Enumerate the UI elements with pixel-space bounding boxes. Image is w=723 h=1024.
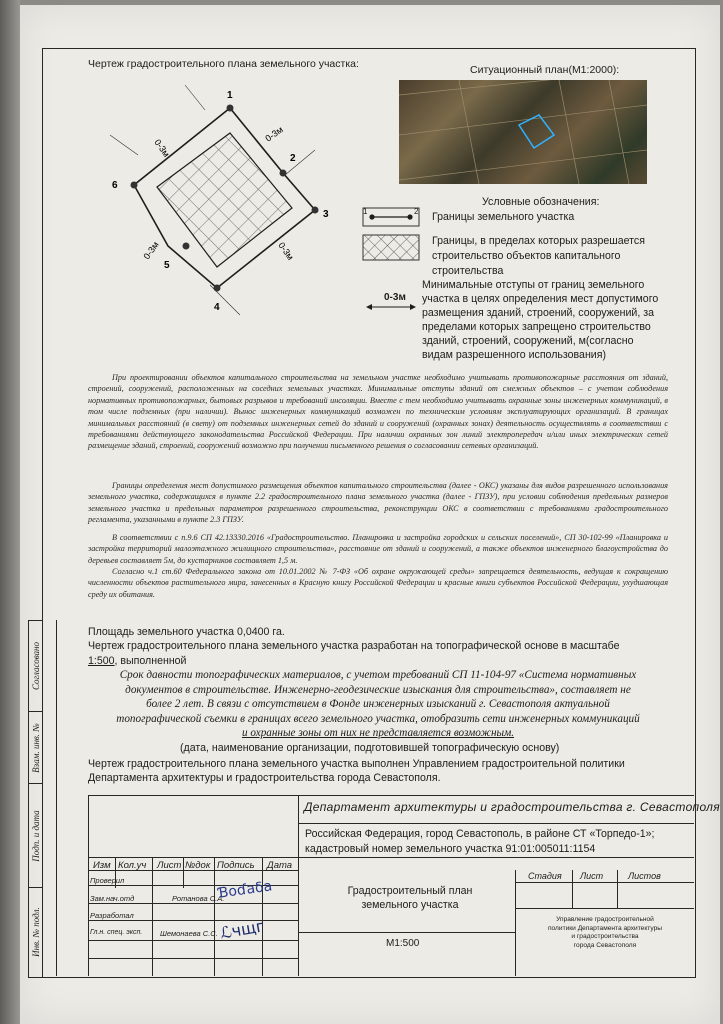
- term-line: топографической съемки в границах всего земельного участка, отобразить сети инженерных коммуникаций: [116, 712, 640, 725]
- legend-hatch: [363, 235, 419, 260]
- term-line: и охранные зоны от них не представляется возможным.: [241, 727, 515, 740]
- point-5: [183, 243, 190, 250]
- point-label: 3: [323, 209, 329, 220]
- land-plot-plan: [90, 80, 340, 320]
- point-1: [227, 105, 234, 112]
- tb-dept-line: города Севастополя: [573, 941, 637, 949]
- setback-label: 0-3м: [276, 240, 296, 262]
- tb-dept-line: политики Департамента архитектуры: [547, 924, 663, 932]
- binding-edge: [0, 0, 20, 1024]
- point-3: [312, 207, 319, 214]
- buildable-zone: [157, 133, 292, 267]
- point-4: [214, 285, 221, 292]
- scale-suffix: , выполненной: [114, 655, 187, 667]
- area-line: Площадь земельного участка 0,0400 га.: [88, 626, 285, 638]
- tb-role: Зам.нач.отд: [90, 894, 135, 903]
- point-label: 4: [214, 302, 220, 313]
- side-label-inv-orig: Инв. № подл.: [31, 907, 41, 957]
- legend-point-label: 1: [363, 207, 368, 216]
- legend-buildable-text-1: Границы, в пределах которых разрешается: [432, 235, 645, 247]
- legend-point: [369, 214, 374, 219]
- paragraph-federal-law: Согласно ч.1 ст.60 Федерального закона от 10.01.2002 № 7-ФЗ «Об охране окружающей среды» запрещается деятельность, ведущая к сокращению численности объектов растительного мира, занесенных в Красную книгу Российской Федерации и красные книги субъектов Российской Федерации, ухудшающая среду их обитания.: [88, 567, 668, 599]
- point-label: 2: [290, 153, 296, 164]
- legend-setback-text-5: зданий, строений, сооружений, м(согласно: [422, 335, 634, 347]
- setback-label: 0-3м: [152, 137, 172, 159]
- term-line: документов в строительстве. Инженерно-геодезические изыскания для строительства», составляет не: [125, 683, 631, 696]
- legend-setback-text-4: пределами которых запрещено строительство: [422, 321, 651, 333]
- point-6: [131, 182, 138, 189]
- paragraph-fire-safety: При проектировании объектов капитального строительства на земельном участке необходимо учитывать противопожарные расстояния от зданий, строений, сооружений, расположенных на соседних земельных участках. Минимальные отступы зданий от смежных объектов – с учетом соблюдения нормативных противопожарных, бытовых разрывов и требований инсоляции. Вместе с тем необходимо учитывать охранные зоны инженерных коммуникаций, в том числе подземных (при наличии). Вынос инженерных коммуникаций возможен по техническим условиям эксплуатирующих организаций. В границах минимальных расстояний (в свету) от подземных инженерных сетей до зданий и сооружений (охранных зонах) деятельность осуществлять в соответствии с требованиями действующего законодательства Российской Федерации. При наличии охранных зон линий электропередач и/или иных электрических сетей размещение зданий, строений, сооружений возможно при получении письменного решения о согласовании сетевых организаций.: [88, 373, 668, 451]
- signature-2: ℒчщг: [218, 916, 266, 943]
- point-label: 6: [112, 180, 118, 191]
- point-2: [280, 170, 287, 177]
- legend-title: Условные обозначения:: [482, 196, 600, 208]
- tb-stage-header: Стадия: [528, 871, 562, 881]
- legend-setback-text-6: видам разрешенного использования): [422, 349, 606, 361]
- tb-role: Разработал: [90, 911, 134, 920]
- legend-setback-text-3: размещения зданий, строений, сооружений, за: [422, 307, 654, 319]
- executed-line-2: Департамента архитектуры и градостроительства города Севастополя.: [88, 772, 441, 784]
- tb-header-izm: Изм: [93, 860, 111, 871]
- paragraph-oks-boundaries: Границы определения мест допустимого размещения объектов капитального строительства (далее - ОКС) указаны для видов разрешенного использования земельного участка, содержащихся в пункте 2.2 градостроительного плана земельного участка (далее - ГПЗУ), при условии соблюдения предельных размеров земельного участка и предельных параметров разрешенного строительства, реконструкции ОКС в соответствии с требованиями градостроительного регламента, указанными в пункте 2.3 ГПЗУ.: [88, 481, 668, 525]
- tb-name: Шемонаева С.С.: [160, 929, 218, 938]
- side-stamp-strip: [28, 620, 43, 978]
- legend-symbols: [362, 207, 422, 277]
- setback-label: 0-3м: [141, 239, 161, 262]
- tb-dept-line: и градостроительства: [571, 933, 639, 941]
- tb-location-line-2: кадастровый номер земельного участка 91:01:005011:1154: [305, 843, 596, 855]
- tb-header-kolvo: Кол.уч: [118, 860, 147, 871]
- tb-doc-title-line: Градостроительный план: [347, 885, 473, 897]
- legend-setback-text-1: Минимальные отступы от границ земельного: [422, 279, 645, 291]
- tb-name: Ротанова С.А.: [172, 894, 225, 903]
- tb-sheet-header: Лист: [580, 871, 604, 881]
- legend-boundary-text: Границы земельного участка: [432, 211, 575, 223]
- paragraph-sp-regulations: В соответствии с п.9.6 СП 42.13330.2016 «Градостроительство. Планировка и застройка городских и сельских поселений», СП 30-102-99 «Планировка и застройка территорий малоэтажного жилищного строительства», расстояние от зданий и сооружений, а также объектов инженерного благоустройства до деревьев составляет 5м, до кустарников составляет 1,5 м.: [88, 533, 668, 565]
- situational-plan-title: Ситуационный план(М1:2000):: [470, 64, 620, 76]
- tb-dept-line: Управление градостроительной: [556, 916, 654, 923]
- point-label: 1: [227, 90, 233, 101]
- tb-header-list: Лист: [157, 860, 182, 871]
- setback-label: 0-3м: [263, 124, 285, 144]
- tb-role: Гл.н. спец. эксп.: [90, 929, 143, 936]
- dimension-line: [110, 135, 138, 155]
- tb-doc-title: [340, 884, 480, 912]
- executed-line-1: Чертеж градостроительного плана земельного участка выполнен Управлением градостроительной политики: [88, 758, 625, 770]
- tb-doc-title-line: земельного участка: [361, 899, 459, 911]
- tb-header-signature: Подпись: [217, 860, 255, 871]
- signature-1: Ɓoɗaẟa: [217, 878, 274, 902]
- tb-org-name: Департамент архитектуры и градостроительства г. Севастополя: [304, 800, 720, 814]
- org-caption: (дата, наименование организации, подготовившей топографическую основу): [180, 742, 560, 754]
- term-block: [88, 668, 668, 741]
- side-label-replaced-inv: Взам. инв. №: [31, 723, 41, 773]
- legend-setback-text-2: участка в целях определения мест допустимого: [422, 293, 659, 305]
- situational-plan-image: [399, 80, 647, 184]
- tb-location-line-1: Российская Федерация, город Севастополь, в районе СТ «Торпедо-1»;: [305, 828, 655, 840]
- tb-header-date: Дата: [267, 860, 293, 871]
- term-line: более 2 лет. В связи с отсутствием в Фонде инженерных изысканий г. Севастополя актуальной: [146, 698, 610, 711]
- legend-buildable-text-3: строительства: [432, 265, 504, 277]
- dimension-line: [185, 85, 205, 110]
- legend-setback-symbol: 0-3м: [384, 292, 406, 303]
- scale-line: [88, 655, 673, 669]
- legend-setback-arrow: [366, 302, 416, 312]
- term-line: Срок давности топографических материалов, с учетом требований СП 11-104-97 «Система нормативных: [119, 669, 637, 681]
- point-label: 5: [164, 260, 170, 271]
- tb-sheets-header: Листов: [628, 871, 661, 881]
- topo-line: Чертеж градостроительного плана земельного участка разработан на топографической основе в масштабе: [88, 640, 620, 652]
- side-strip-inner: [42, 620, 57, 976]
- scale-value: 1:500: [88, 655, 115, 667]
- tb-scale: М1:500: [386, 938, 420, 949]
- legend-buildable-text-2: строительство объектов капитального: [432, 250, 621, 262]
- tb-header-ndok: №док: [185, 860, 211, 871]
- tb-role: Проверил: [90, 876, 125, 885]
- drawing-title: Чертеж градостроительного плана земельного участка:: [88, 58, 359, 70]
- side-label-sign-date: Подп. и дата: [31, 810, 41, 862]
- aerial-overlay: [399, 80, 647, 184]
- legend-point-label: 2: [414, 207, 419, 216]
- legend-point: [407, 214, 412, 219]
- tb-dept: [525, 916, 685, 950]
- side-label-approved: Согласовано: [31, 641, 41, 691]
